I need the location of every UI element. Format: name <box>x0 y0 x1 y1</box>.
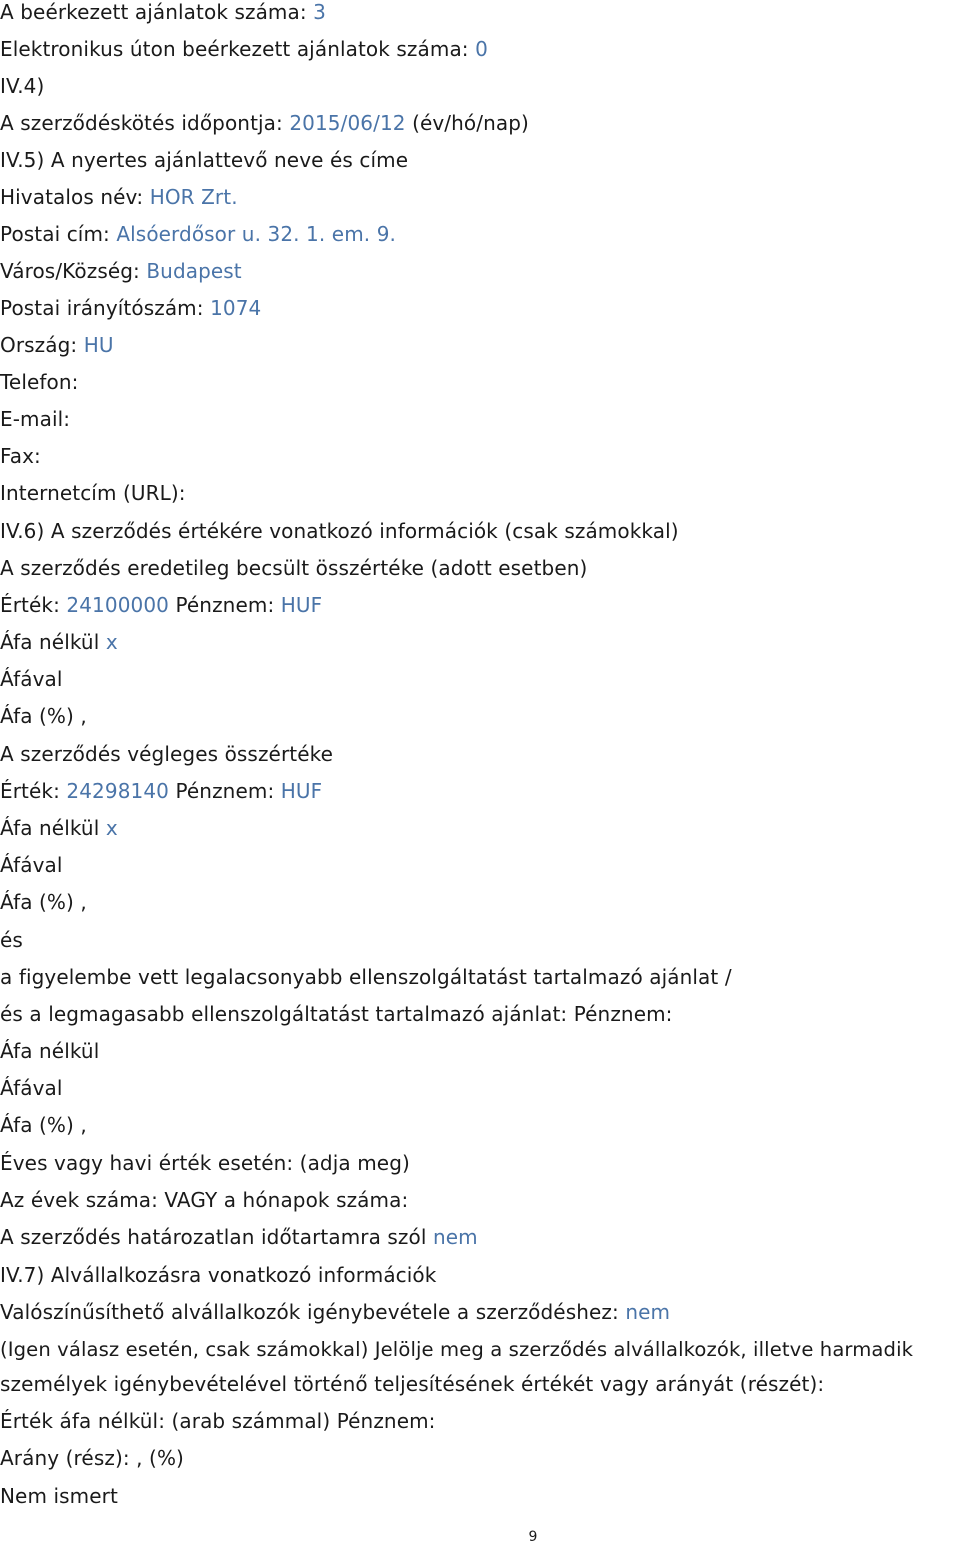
range-vat-percent <box>0 1113 87 1137</box>
section-iv5-heading <box>0 148 408 172</box>
and-connector <box>0 928 23 952</box>
line-label: Áfával <box>0 1076 63 1100</box>
line-label: Postai cím: <box>0 222 117 246</box>
line-label: Áfa (%) , <box>0 1113 87 1137</box>
line-suffix: (év/hó/nap) <box>405 111 529 135</box>
line-label: Áfa (%) , <box>0 704 87 728</box>
line-label: és <box>0 928 23 952</box>
line-label: Áfa nélkül <box>0 630 106 654</box>
annual-monthly-value <box>0 1151 410 1175</box>
line-label: Áfa (%) , <box>0 890 87 914</box>
proportion <box>0 1446 184 1470</box>
line-label: Telefon: <box>0 370 79 394</box>
section-iv4-heading <box>0 74 44 98</box>
internet-url <box>0 481 186 505</box>
line-value: HU <box>83 333 114 357</box>
estimated-without-vat <box>0 630 118 654</box>
electronic-offers-count <box>0 37 488 61</box>
line-value: Budapest <box>146 259 242 283</box>
section-iv7-heading <box>0 1263 436 1287</box>
line-label: IV.5) A nyertes ajánlattevő neve és címe <box>0 148 409 172</box>
line-label: Az évek száma: VAGY a hónapok száma: <box>0 1188 409 1212</box>
line-label: (Igen válasz esetén, csak számokkal) Jelölje meg a szerződés alvállalkozók, illetve harmadik <box>0 1338 914 1361</box>
final-total-heading <box>0 742 333 766</box>
line-label: A szerződés végleges összértéke <box>0 742 333 766</box>
subcontractors-likely <box>0 1300 670 1324</box>
value-without-vat <box>0 1409 436 1433</box>
offers-received-count <box>0 0 326 24</box>
line-label: Éves vagy havi érték esetén: (adja meg) <box>0 1151 410 1175</box>
final-without-vat <box>0 816 118 840</box>
subcontract-instruction-line1 <box>0 1338 913 1362</box>
estimated-value <box>0 593 322 617</box>
line-value: 3 <box>313 0 326 24</box>
line-label: Arány (rész): , (%) <box>0 1446 184 1470</box>
lowest-offer-line <box>0 965 732 989</box>
line-label: Áfával <box>0 853 63 877</box>
line-label: Nem ismert <box>0 1484 118 1508</box>
line-label: Áfával <box>0 667 63 691</box>
line-label: a figyelembe vett legalacsonyabb ellenszolgáltatást tartalmazó ajánlat / <box>0 965 732 989</box>
postal-code <box>0 296 261 320</box>
postal-address <box>0 222 396 246</box>
line-label: Ország: <box>0 333 84 357</box>
line-label: Postai irányítószám: <box>0 296 211 320</box>
line-value: 24298140 <box>66 779 169 803</box>
line-label: Város/Község: <box>0 259 147 283</box>
final-with-vat <box>0 853 63 877</box>
line-label: Áfa nélkül <box>0 816 106 840</box>
line-suffix: Pénznem: <box>169 779 281 803</box>
country <box>0 333 114 357</box>
line-label: IV.6) A szerződés értékére vonatkozó információk (csak számokkal) <box>0 519 679 543</box>
line-label: Áfa nélkül <box>0 1039 100 1063</box>
contract-date <box>0 111 529 135</box>
line-label: IV.7) Alvállalkozásra vonatkozó információk <box>0 1263 437 1287</box>
page-number: 9 <box>528 1529 538 1545</box>
line-label: és a legmagasabb ellenszolgáltatást tartalmazó ajánlat: Pénznem: <box>0 1002 673 1026</box>
line-label: Érték áfa nélkül: (arab számmal) Pénznem: <box>0 1409 436 1433</box>
currency-value: HUF <box>280 779 323 803</box>
official-name <box>0 185 238 209</box>
indefinite-duration <box>0 1225 478 1249</box>
range-with-vat <box>0 1076 63 1100</box>
line-value: 0 <box>475 37 488 61</box>
line-label: személyek igénybevételével történő teljesítésének értékét vagy arányát (részét): <box>0 1372 825 1396</box>
line-value: x <box>105 630 118 654</box>
years-or-months <box>0 1188 408 1212</box>
line-label: Internetcím (URL): <box>0 481 186 505</box>
line-value: Alsóerdősor u. 32. 1. em. 9. <box>116 222 396 246</box>
line-label: A beérkezett ajánlatok száma: <box>0 0 314 24</box>
line-value: HOR Zrt. <box>149 185 238 209</box>
not-known <box>0 1484 118 1508</box>
section-iv6-heading <box>0 519 679 543</box>
line-label: A szerződéskötés időpontja: <box>0 111 290 135</box>
line-label: Érték: <box>0 779 67 803</box>
line-label: E-mail: <box>0 407 71 431</box>
subcontract-instruction-line2 <box>0 1372 824 1396</box>
city <box>0 259 242 283</box>
line-label: IV.4) <box>0 74 45 98</box>
line-value: nem <box>625 1300 671 1324</box>
line-label: Fax: <box>0 444 41 468</box>
highest-offer-line <box>0 1002 673 1026</box>
line-label: Hivatalos név: <box>0 185 150 209</box>
estimated-with-vat <box>0 667 63 691</box>
line-label: A szerződés eredetileg becsült összértéke (adott esetben) <box>0 556 588 580</box>
line-value: 2015/06/12 <box>289 111 406 135</box>
range-without-vat <box>0 1039 99 1063</box>
final-value <box>0 779 322 803</box>
final-vat-percent <box>0 890 87 914</box>
line-value: 24100000 <box>66 593 169 617</box>
line-value: x <box>105 816 118 840</box>
estimated-vat-percent <box>0 704 87 728</box>
fax <box>0 444 41 468</box>
email <box>0 407 70 431</box>
line-value: nem <box>432 1225 478 1249</box>
estimated-total-heading <box>0 556 587 580</box>
line-label: Érték: <box>0 593 67 617</box>
line-label: A szerződés határozatlan időtartamra szól <box>0 1225 433 1249</box>
line-label: Valószínűsíthető alvállalkozók igénybevétele a szerződéshez: <box>0 1300 626 1324</box>
line-label: Elektronikus úton beérkezett ajánlatok száma: <box>0 37 476 61</box>
currency-value: HUF <box>280 593 323 617</box>
phone <box>0 370 78 394</box>
line-value: 1074 <box>210 296 262 320</box>
line-suffix: Pénznem: <box>169 593 281 617</box>
